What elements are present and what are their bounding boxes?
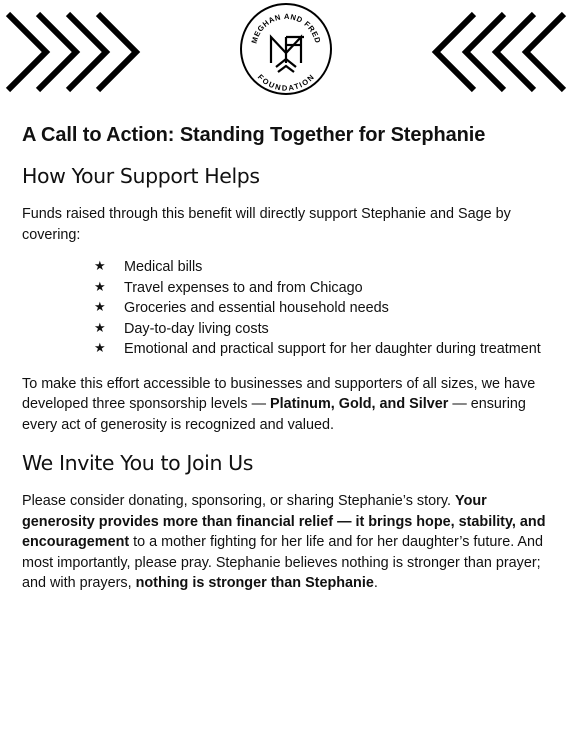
chevron-left-decoration-icon [428,6,568,98]
support-intro: Funds raised through this benefit will directly support Stephanie and Sage by covering: [22,206,511,243]
invite-paragraph: Please consider donating, sponsoring, or sharing Stephanie’s story. Your generosity provides more than financial relief — it brings hope, stability, and encouragement to a mother fighting for her life and for her daughter’s future. And most importantly, please pray. Stephanie believes nothing is stronger than prayer; and with prayers, nothing is stronger than Stephanie. [22,493,546,591]
support-heading: How Your Support Helps [22,164,260,188]
page-title: A Call to Action: Standing Together for Stephanie [22,124,486,146]
invite-heading: We Invite You to Join Us [22,451,254,475]
star-bullet-icon: ★ [94,259,106,274]
star-bullet-icon: ★ [94,341,106,356]
support-list [22,257,552,360]
list-item: ★ Day-to-day living costs [94,319,552,340]
document-body [22,112,552,594]
sponsorship-levels: Platinum, Gold, and Silver [270,396,449,412]
list-item: ★ Medical bills [94,257,552,278]
list-item: ★ Emotional and practical support for her daughter during treatment [94,339,552,360]
star-bullet-icon: ★ [94,300,106,315]
svg-text:MEGHAN AND FRED: MEGHAN AND FRED [249,11,323,45]
star-bullet-icon: ★ [94,279,106,295]
foundation-logo [238,1,334,97]
star-bullet-icon: ★ [94,320,106,336]
chevron-right-decoration-icon [4,6,144,98]
svg-text:FOUNDATION: FOUNDATION [255,72,317,93]
sponsorship-levels-paragraph: To make this effort accessible to businesses and supporters of all sizes, we have developed three sponsorship levels — Platinum, Gold, and Silver — ensuring every act of generosity is recognized and valued. [22,375,536,433]
list-item: ★ Travel expenses to and from Chicago [94,278,552,299]
list-item: ★ Groceries and essential household needs [94,298,552,319]
page-header [0,0,572,112]
